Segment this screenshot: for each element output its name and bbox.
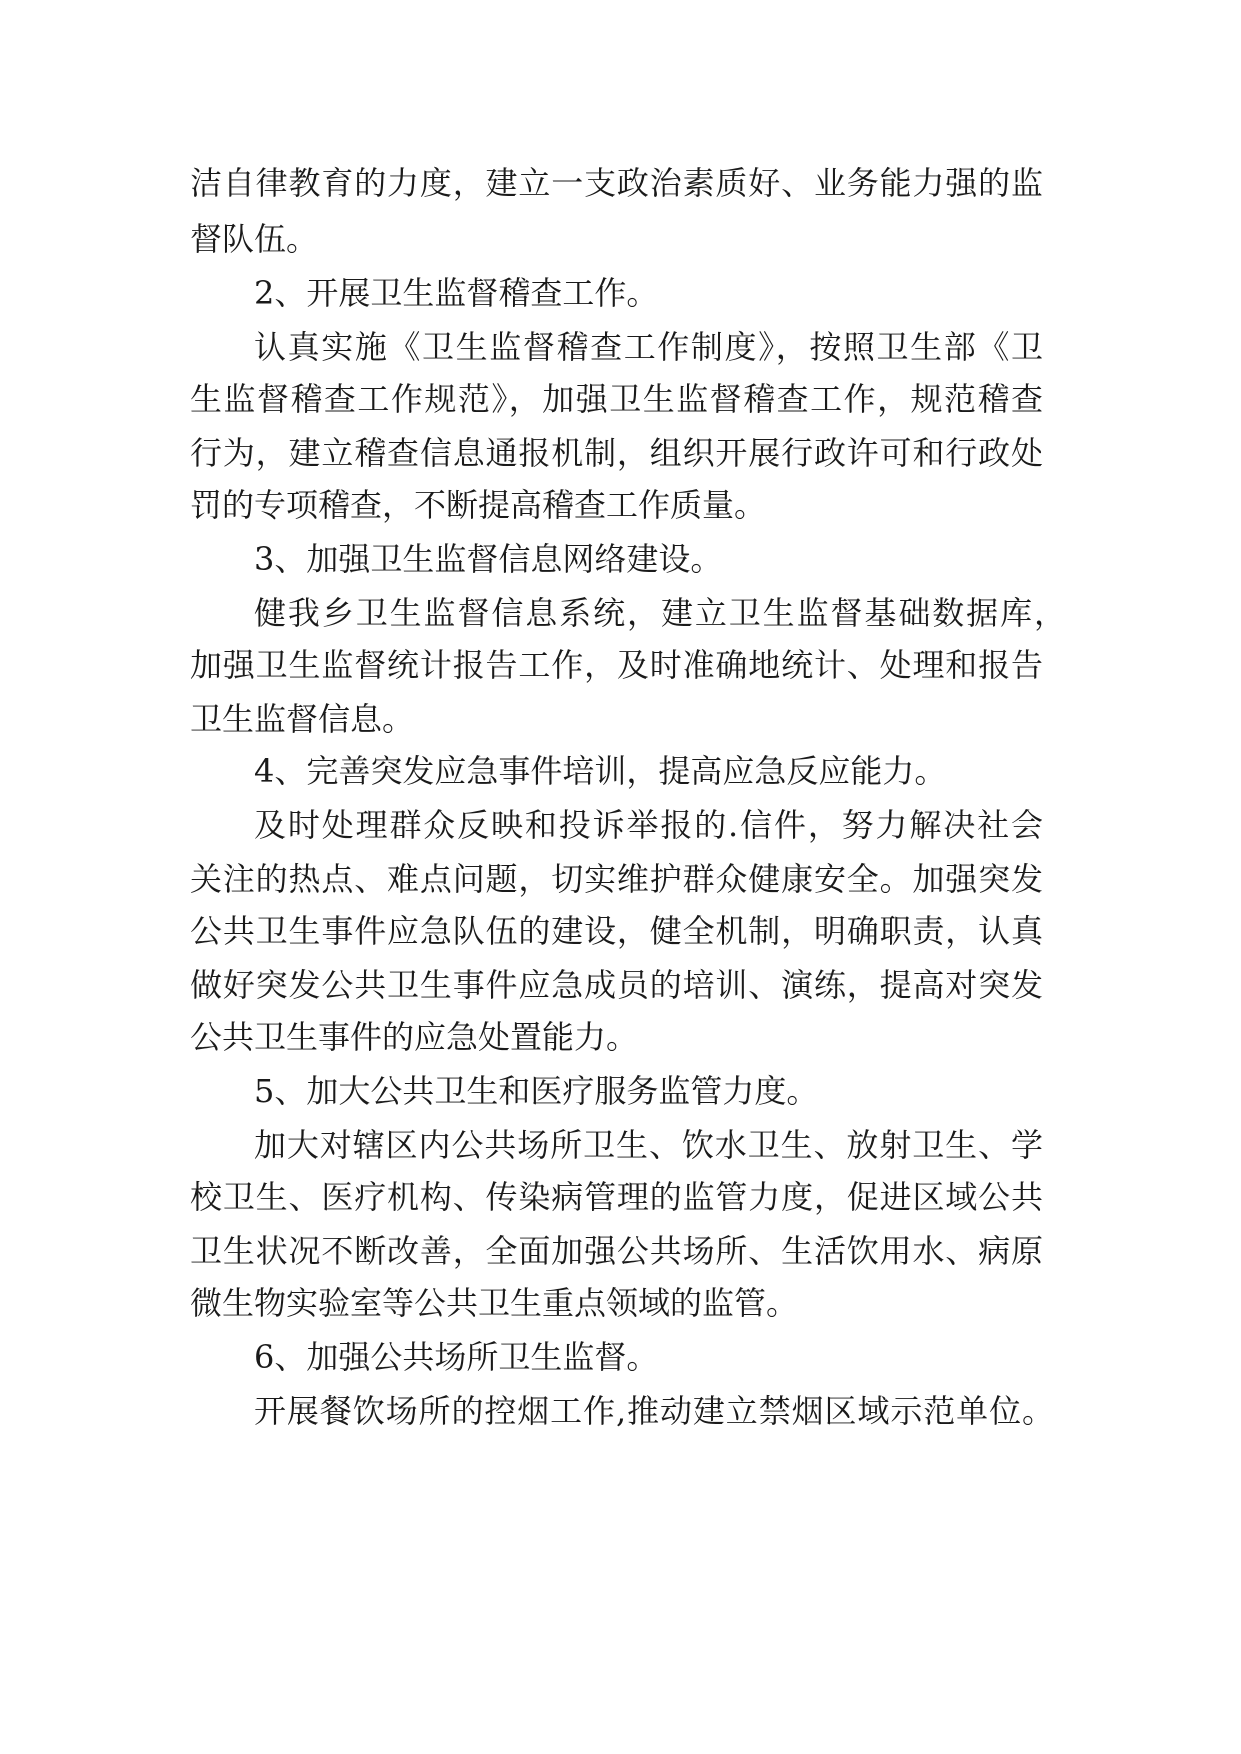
text-line: 公共卫生事件的应急处置能力。 [190, 1018, 639, 1056]
text-line: 加大对辖区内公共场所卫生、饮水卫生、放射卫生、学 [254, 1126, 1043, 1164]
section-heading-4: 4、完善突发应急事件培训，提高应急反应能力。 [254, 752, 947, 790]
text-line: 校卫生、医疗机构、传染病管理的监管力度，促进区域公共 [190, 1178, 1043, 1216]
text-line: 卫生监督信息。 [190, 700, 415, 738]
text-line: 督队伍。 [190, 220, 319, 258]
text-line: 洁自律教育的力度，建立一支政治素质好、业务能力强的监 [190, 164, 1043, 202]
text-line: 关注的热点、难点问题，切实维护群众健康安全。加强突发 [190, 860, 1043, 898]
text-line: 及时处理群众反映和投诉举报的.信件，努力解决社会 [254, 806, 1043, 844]
text-line: 卫生状况不断改善，全面加强公共场所、生活饮用水、病原 [190, 1232, 1043, 1270]
section-heading-2: 2、开展卫生监督稽查工作。 [254, 274, 659, 312]
text-line: 微生物实验室等公共卫生重点领域的监管。 [190, 1284, 799, 1322]
section-heading-6: 6、加强公共场所卫生监督。 [254, 1338, 659, 1376]
section-heading-3: 3、加强卫生监督信息网络建设。 [254, 540, 723, 578]
text-line: 认真实施《卫生监督稽查工作制度》，按照卫生部《卫 [254, 328, 1043, 366]
text-line: 罚的专项稽查，不断提高稽查工作质量。 [190, 486, 767, 524]
text-line: 健我乡卫生监督信息系统，建立卫生监督基础数据库， [254, 594, 1066, 632]
text-line: 生监督稽查工作规范》，加强卫生监督稽查工作，规范稽查 [190, 380, 1043, 418]
text-line: 公共卫生事件应急队伍的建设，健全机制，明确职责，认真 [190, 912, 1043, 950]
text-line: 行为，建立稽查信息通报机制，组织开展行政许可和行政处 [190, 434, 1043, 472]
text-line: 开展餐饮场所的控烟工作,推动建立禁烟区域示范单位。 [254, 1392, 1054, 1430]
text-line: 加强卫生监督统计报告工作，及时准确地统计、处理和报告 [190, 646, 1043, 684]
section-heading-5: 5、加大公共卫生和医疗服务监管力度。 [254, 1072, 819, 1110]
text-line: 做好突发公共卫生事件应急成员的培训、演练，提高对突发 [190, 966, 1043, 1004]
